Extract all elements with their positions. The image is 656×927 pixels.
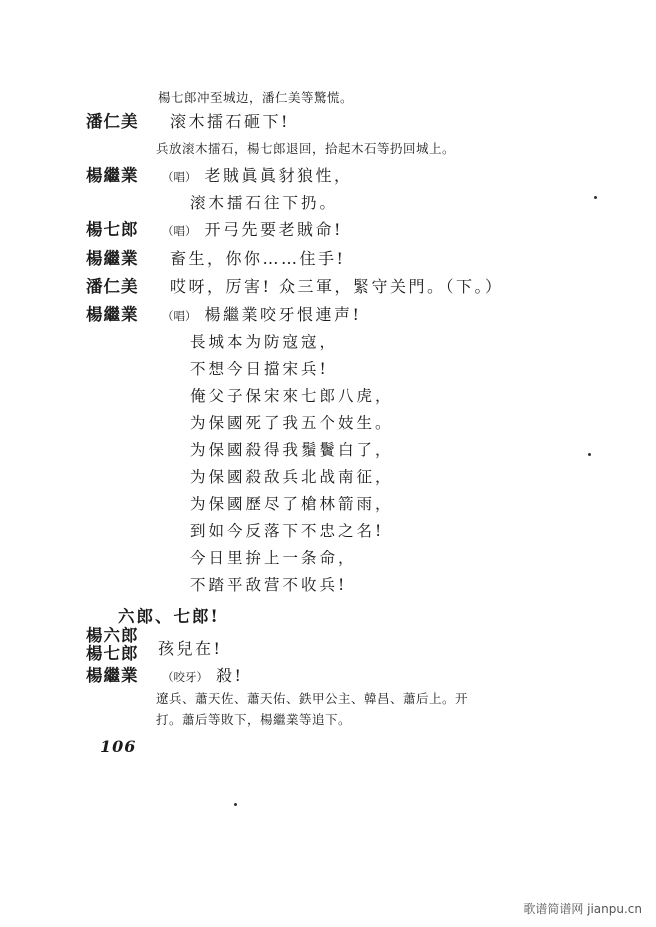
speaker-name: 楊繼業 — [86, 305, 139, 324]
verse-line: 为保國死了我五个妓生。 — [190, 414, 394, 432]
dialogue-text: 殺! — [216, 666, 244, 685]
verse-line: 为保國殺敌兵北战南征， — [190, 468, 394, 486]
verse-line: 今日里拚上一条命， — [190, 549, 357, 567]
verse-line: 为保國殺得我鬚鬢白了， — [190, 441, 394, 459]
stage-tag: （唱） — [162, 224, 197, 238]
dialogue-line — [86, 162, 353, 186]
verse-line: 俺父子保宋來七郎八虎， — [190, 387, 394, 405]
verse-line: 为保國歷尽了槍林箭雨， — [190, 495, 394, 513]
speaker-name: 潘仁美 — [86, 277, 139, 296]
speaker-name: 楊繼業 — [86, 249, 139, 268]
dialogue-text: 哎呀，厉害! 众三軍，緊守关門。（下。） — [170, 277, 504, 296]
speaker-name: 潘仁美 — [86, 112, 139, 131]
speaker-name: 楊七郎 — [86, 220, 139, 239]
dialogue-line — [86, 108, 290, 132]
call-line: 六郎、七郎! — [118, 607, 220, 626]
stage-direction: 兵放滚木擂石，楊七郎退回，拾起木石等扔回城上。 — [156, 141, 456, 156]
dialogue-text: 畜生，你你……住手! — [170, 249, 346, 268]
dialogue-text: 楊繼業咬牙恨連声! — [204, 305, 362, 324]
print-speck — [588, 453, 591, 456]
stage-tag: （唱） — [162, 170, 197, 184]
verse-line: 到如今反落下不忠之名! — [190, 522, 385, 540]
dialogue-line — [86, 273, 504, 297]
dialogue-text: 滚木擂石砸下! — [170, 112, 290, 131]
verse-line: 滚木擂石往下扔。 — [190, 194, 339, 212]
dialogue-text: 孩兒在! — [158, 639, 223, 658]
print-speck — [234, 803, 237, 806]
speaker-name: 楊六郎 — [86, 626, 139, 645]
verse-line: 不想今日擋宋兵! — [190, 360, 329, 378]
stage-direction-end: 打。蕭后等敗下，楊繼業等追下。 — [156, 712, 352, 727]
page-number: 106 — [100, 737, 137, 756]
dialogue-text: 老賊眞眞豺狼性， — [204, 166, 353, 185]
stage-direction-end: 遼兵、蕭天佐、蕭天佑、鉄甲公主、韓昌、蕭后上。开 — [156, 691, 469, 706]
stage-direction-top: 楊七郎冲至城边，潘仁美等驚慌。 — [158, 90, 354, 105]
verse-line: 不踏平敌营不收兵! — [190, 576, 348, 594]
speaker-name: 楊七郎 — [86, 644, 139, 663]
watermark: 歌谱简谱网 jianpu.cn — [523, 902, 642, 916]
dialogue-line — [86, 216, 343, 240]
stage-tag: （咬牙） — [162, 670, 208, 684]
speaker-name: 楊繼業 — [86, 666, 139, 685]
stacked-speakers — [86, 627, 139, 663]
dialogue-text: 开弓先要老賊命! — [204, 220, 343, 239]
stage-tag: （唱） — [162, 309, 197, 323]
dialogue-line — [86, 662, 243, 686]
speaker-name: 楊繼業 — [86, 166, 139, 185]
verse-line: 長城本为防寇寇， — [190, 333, 339, 351]
dialogue-line — [86, 301, 361, 325]
dialogue-line — [86, 245, 345, 269]
print-speck — [594, 196, 597, 199]
